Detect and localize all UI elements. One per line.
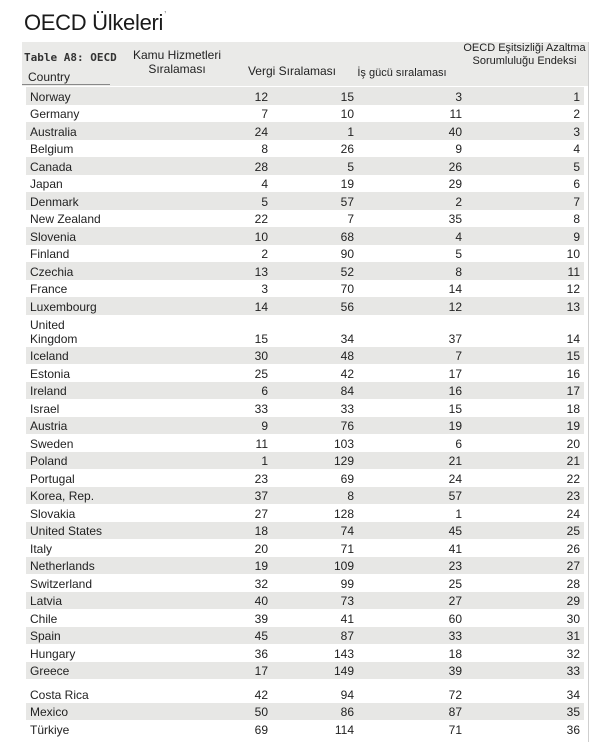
cell-public-services-rank: 50 <box>254 705 268 719</box>
cell-index-rank: 23 <box>566 489 580 503</box>
cell-index-rank: 12 <box>566 282 580 296</box>
cell-public-services-rank: 7 <box>261 107 268 121</box>
cell-country: United States <box>30 524 103 538</box>
cell-country: Estonia <box>30 366 71 381</box>
table-row <box>26 364 584 382</box>
table-row <box>26 609 584 627</box>
cell-tax-rank: 5 <box>347 159 354 174</box>
table-row <box>26 434 584 452</box>
cell-public-services-rank: 42 <box>254 687 268 702</box>
cell-country: Greece <box>30 664 70 678</box>
cell-country: United Kingdom <box>30 317 78 346</box>
table-row <box>26 105 584 123</box>
cell-country: Slovakia <box>30 506 76 521</box>
cell-tax-rank: 114 <box>334 722 354 737</box>
cell-public-services-rank: 39 <box>254 611 268 626</box>
table-row <box>26 469 584 487</box>
cell-country: Ireland <box>30 384 67 398</box>
cell-index-rank: 16 <box>566 366 580 381</box>
cell-tax-rank: 19 <box>340 177 354 191</box>
cell-country: Australia <box>30 124 77 139</box>
cell-tax-rank: 15 <box>340 89 354 104</box>
cell-index-rank: 22 <box>566 471 580 486</box>
cell-index-rank: 26 <box>566 541 580 556</box>
table-row <box>26 703 584 721</box>
cell-labour-rank: 8 <box>455 264 462 279</box>
cell-country: Sweden <box>30 436 74 451</box>
cell-index-rank: 1 <box>573 89 580 104</box>
cell-country: Finland <box>30 247 70 261</box>
cell-country: Denmark <box>30 194 79 209</box>
cell-index-rank: 7 <box>573 194 580 209</box>
table-row <box>26 504 584 522</box>
table-row <box>26 157 584 175</box>
cell-tax-rank: 1 <box>347 124 354 139</box>
cell-tax-rank: 71 <box>340 541 354 556</box>
cell-index-rank: 33 <box>566 664 580 678</box>
cell-public-services-rank: 5 <box>261 194 268 209</box>
cell-tax-rank: 52 <box>340 264 354 279</box>
cell-public-services-rank: 22 <box>254 212 268 226</box>
cell-public-services-rank: 19 <box>254 559 268 573</box>
table-row <box>26 122 584 140</box>
cell-labour-rank: 11 <box>449 107 462 121</box>
cell-country: Norway <box>30 89 71 104</box>
cell-labour-rank: 60 <box>448 611 462 626</box>
cell-public-services-rank: 40 <box>254 594 268 608</box>
table-row <box>26 487 584 505</box>
cell-public-services-rank: 28 <box>254 159 268 174</box>
cell-index-rank: 2 <box>573 107 580 121</box>
cell-public-services-rank: 12 <box>254 89 268 104</box>
table-row <box>26 280 584 298</box>
cell-public-services-rank: 14 <box>254 299 268 314</box>
cell-index-rank: 25 <box>566 524 580 538</box>
cell-labour-rank: 39 <box>448 664 462 678</box>
table-body <box>26 87 584 738</box>
cell-index-rank: 20 <box>566 436 580 451</box>
cell-tax-rank: 76 <box>340 419 354 433</box>
table-row <box>26 245 584 263</box>
cell-index-rank: 6 <box>573 177 580 191</box>
cell-tax-rank: 48 <box>340 349 354 363</box>
cell-public-services-rank: 2 <box>261 247 268 261</box>
cell-labour-rank: 57 <box>448 489 462 503</box>
cell-public-services-rank: 25 <box>254 366 268 381</box>
cell-labour-rank: 14 <box>448 282 462 296</box>
table-row <box>26 227 584 245</box>
cell-public-services-rank: 4 <box>261 177 268 191</box>
cell-index-rank: 9 <box>573 229 580 244</box>
table-row <box>26 315 584 347</box>
cell-labour-rank: 35 <box>448 212 462 226</box>
cell-country: Japan <box>30 177 63 191</box>
cell-index-rank: 28 <box>566 576 580 591</box>
table-row <box>26 685 584 703</box>
cell-labour-rank: 21 <box>448 454 462 468</box>
cell-public-services-rank: 45 <box>254 629 268 643</box>
table-row <box>26 262 584 280</box>
cell-country: Austria <box>30 419 68 433</box>
cell-labour-rank: 40 <box>448 124 462 139</box>
cell-public-services-rank: 27 <box>254 506 268 521</box>
cell-tax-rank: 34 <box>340 331 354 346</box>
cell-country: Chile <box>30 611 58 626</box>
cell-public-services-rank: 3 <box>261 282 268 296</box>
cell-labour-rank: 7 <box>455 349 462 363</box>
table-header <box>22 42 588 86</box>
table-row <box>26 175 584 193</box>
table-row <box>26 210 584 228</box>
table-row <box>26 399 584 417</box>
cell-index-rank: 14 <box>566 331 580 346</box>
cell-country: Iceland <box>30 349 69 363</box>
table-row <box>26 192 584 210</box>
cell-labour-rank: 18 <box>448 646 462 661</box>
cell-index-rank: 36 <box>566 722 580 737</box>
cell-index-rank: 17 <box>566 384 580 398</box>
cell-tax-rank: 68 <box>340 229 354 244</box>
cell-tax-rank: 70 <box>340 282 354 296</box>
cell-public-services-rank: 13 <box>254 264 268 279</box>
cell-tax-rank: 143 <box>333 646 354 661</box>
cell-labour-rank: 25 <box>448 576 462 591</box>
page-title-text: OECD Ülkeleri <box>24 10 164 35</box>
cell-tax-rank: 128 <box>333 506 354 521</box>
title-mark-icon: ’ <box>164 10 167 21</box>
cell-labour-rank: 17 <box>448 366 462 381</box>
cell-labour-rank: 6 <box>455 436 462 451</box>
table-row <box>26 662 584 680</box>
cell-tax-rank: 103 <box>333 436 354 451</box>
cell-index-rank: 21 <box>566 454 580 468</box>
cell-country: Poland <box>30 454 68 468</box>
cell-country: France <box>30 282 68 296</box>
cell-index-rank: 29 <box>566 594 580 608</box>
cell-labour-rank: 4 <box>455 229 462 244</box>
cell-public-services-rank: 18 <box>254 524 268 538</box>
cell-country: Italy <box>30 541 53 556</box>
cell-index-rank: 34 <box>566 687 580 702</box>
column-header-public-services: Kamu Hizmetleri Sıralaması <box>132 48 222 76</box>
cell-labour-rank: 29 <box>448 177 462 191</box>
cell-public-services-rank: 8 <box>261 142 268 156</box>
cell-public-services-rank: 37 <box>254 489 268 503</box>
cell-labour-rank: 2 <box>455 194 462 209</box>
cell-labour-rank: 87 <box>448 705 462 719</box>
cell-index-rank: 10 <box>566 247 580 261</box>
cell-index-rank: 27 <box>566 559 580 573</box>
cell-labour-rank: 27 <box>448 594 462 608</box>
cell-labour-rank: 5 <box>455 247 462 261</box>
cell-tax-rank: 87 <box>340 629 354 643</box>
cell-country: Luxembourg <box>30 299 97 314</box>
cell-tax-rank: 42 <box>340 366 354 381</box>
cell-index-rank: 18 <box>566 401 580 416</box>
cell-public-services-rank: 11 <box>255 436 268 451</box>
cell-public-services-rank: 33 <box>254 401 268 416</box>
cell-country: Portugal <box>30 471 75 486</box>
cell-country: Netherlands <box>30 559 95 573</box>
cell-public-services-rank: 23 <box>254 471 268 486</box>
cell-country: Korea, Rep. <box>30 489 95 503</box>
cell-tax-rank: 41 <box>340 611 354 626</box>
cell-country: Mexico <box>30 705 69 719</box>
cell-labour-rank: 16 <box>448 384 462 398</box>
cell-country: Israel <box>30 401 60 416</box>
cell-labour-rank: 26 <box>448 159 462 174</box>
table-row <box>26 140 584 158</box>
cell-tax-rank: 33 <box>340 401 354 416</box>
cell-labour-rank: 72 <box>448 687 462 702</box>
cell-labour-rank: 15 <box>448 401 462 416</box>
table-row <box>26 592 584 610</box>
cell-tax-rank: 73 <box>340 594 354 608</box>
cell-public-services-rank: 69 <box>254 722 268 737</box>
cell-country: Spain <box>30 629 61 643</box>
cell-index-rank: 32 <box>566 646 580 661</box>
cell-labour-rank: 12 <box>448 299 462 314</box>
cell-public-services-rank: 17 <box>254 664 268 678</box>
cell-tax-rank: 84 <box>340 384 354 398</box>
cell-labour-rank: 24 <box>448 471 462 486</box>
table-row <box>26 627 584 645</box>
cell-public-services-rank: 24 <box>254 124 268 139</box>
cell-labour-rank: 1 <box>455 506 462 521</box>
cell-labour-rank: 45 <box>448 524 462 538</box>
table-row <box>26 557 584 575</box>
cell-public-services-rank: 30 <box>254 349 268 363</box>
cell-tax-rank: 8 <box>347 489 354 503</box>
cell-public-services-rank: 1 <box>261 454 268 468</box>
table-row <box>26 522 584 540</box>
cell-country: Switzerland <box>30 576 93 591</box>
cell-country: Costa Rica <box>30 687 89 702</box>
cell-tax-rank: 57 <box>340 194 354 209</box>
table-row <box>26 539 584 557</box>
cell-index-rank: 15 <box>566 349 580 363</box>
cell-index-rank: 35 <box>566 705 580 719</box>
cell-tax-rank: 86 <box>340 705 354 719</box>
cell-public-services-rank: 9 <box>261 419 268 433</box>
cell-country: Hungary <box>30 646 76 661</box>
cell-country: Türkiye <box>30 722 70 737</box>
cell-public-services-rank: 10 <box>254 229 268 244</box>
cell-tax-rank: 56 <box>340 299 354 314</box>
cell-country: Germany <box>30 107 80 121</box>
cell-public-services-rank: 36 <box>254 646 268 661</box>
cell-labour-rank: 41 <box>448 541 462 556</box>
page-title <box>24 10 166 36</box>
table-row <box>26 720 584 738</box>
cell-tax-rank: 10 <box>340 107 354 121</box>
table-label: Table A8: OECD <box>24 51 117 64</box>
table-row <box>26 382 584 400</box>
cell-tax-rank: 69 <box>340 471 354 486</box>
cell-labour-rank: 9 <box>455 142 462 156</box>
cell-tax-rank: 26 <box>340 142 354 156</box>
cell-labour-rank: 33 <box>448 629 462 643</box>
cell-public-services-rank: 32 <box>254 576 268 591</box>
table-row <box>26 87 584 105</box>
cell-country: Latvia <box>30 594 63 608</box>
cell-tax-rank: 90 <box>340 247 354 261</box>
column-header-country: Country <box>28 70 71 84</box>
table-row <box>26 297 584 315</box>
column-header-labour: İş gücü sıralaması <box>357 67 447 79</box>
cell-labour-rank: 19 <box>448 419 462 433</box>
cell-index-rank: 8 <box>573 212 580 226</box>
cell-tax-rank: 109 <box>333 559 354 573</box>
cell-index-rank: 5 <box>573 159 580 174</box>
cell-tax-rank: 129 <box>333 454 354 468</box>
cell-labour-rank: 37 <box>448 331 462 346</box>
cell-public-services-rank: 15 <box>254 331 268 346</box>
cell-tax-rank: 149 <box>333 664 354 678</box>
cell-labour-rank: 3 <box>455 89 462 104</box>
cell-index-rank: 30 <box>566 611 580 626</box>
cell-country: Canada <box>30 159 73 174</box>
cell-country: Slovenia <box>30 229 77 244</box>
cell-index-rank: 4 <box>573 142 580 156</box>
cell-labour-rank: 23 <box>448 559 462 573</box>
cell-index-rank: 24 <box>566 506 580 521</box>
table-row <box>26 452 584 470</box>
cell-tax-rank: 74 <box>340 524 354 538</box>
header-divider <box>22 84 110 85</box>
table-row <box>26 417 584 435</box>
cell-index-rank: 11 <box>567 264 580 279</box>
cell-tax-rank: 94 <box>340 687 354 702</box>
cell-country: New Zealand <box>30 212 101 226</box>
cell-index-rank: 3 <box>573 124 580 139</box>
cell-index-rank: 13 <box>566 299 580 314</box>
cell-country: Czechia <box>30 264 74 279</box>
cell-tax-rank: 7 <box>347 212 354 226</box>
cell-public-services-rank: 6 <box>261 384 268 398</box>
cell-tax-rank: 99 <box>340 576 354 591</box>
table-row <box>26 347 584 365</box>
table-row <box>26 644 584 662</box>
cell-public-services-rank: 20 <box>254 541 268 556</box>
cell-index-rank: 19 <box>566 419 580 433</box>
column-header-index: OECD Eşitsizliği Azaltma Sorumluluğu Endeksi <box>463 42 586 67</box>
cell-index-rank: 31 <box>566 629 580 643</box>
cell-labour-rank: 71 <box>448 722 462 737</box>
table-row <box>26 574 584 592</box>
column-header-tax: Vergi Sıralaması <box>247 64 337 78</box>
cell-country: Belgium <box>30 142 74 156</box>
